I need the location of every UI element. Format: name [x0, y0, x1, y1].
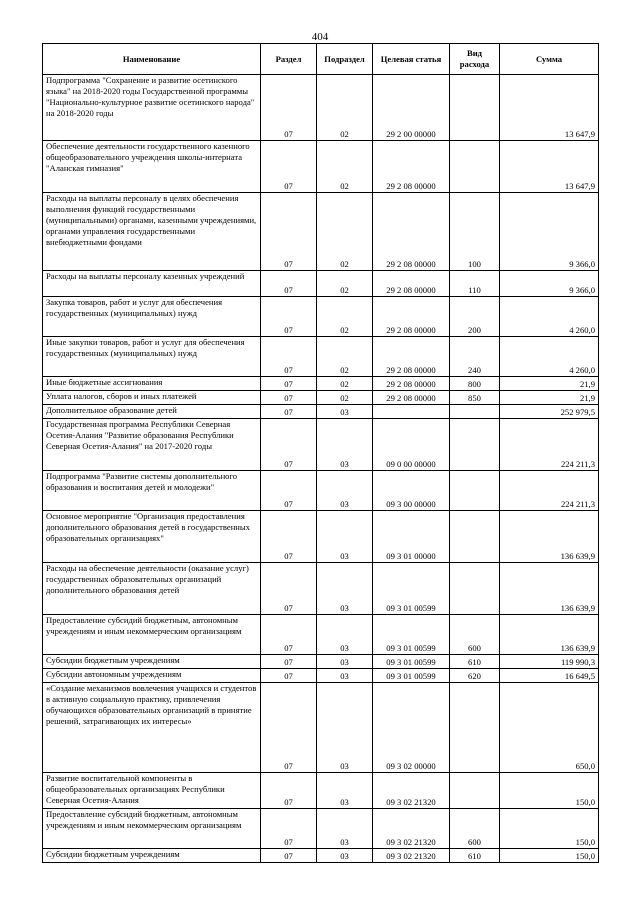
cell-target: 09 3 02 21320 — [373, 809, 450, 849]
budget-table — [42, 43, 599, 863]
cell-subsection: 03 — [317, 471, 373, 511]
cell-kind: 610 — [450, 849, 500, 863]
cell-name: Предоставление субсидий бюджетным, автономным учреждениям и иным некоммерческим организациям — [43, 809, 261, 849]
cell-subsection: 02 — [317, 141, 373, 193]
cell-name: Дополнительное образование детей — [43, 405, 261, 419]
cell-target: 29 2 08 00000 — [373, 391, 450, 405]
cell-sum: 650,0 — [500, 683, 599, 773]
cell-sum: 136 639,9 — [500, 511, 599, 563]
table-row — [43, 655, 599, 669]
cell-section: 07 — [261, 471, 317, 511]
cell-name: Подпрограмма "Сохранение и развитие осетинского языка" на 2018-2020 годы Государственной программы "Национально-культурное развитие осетинского народа" на 2018-2020 годы — [43, 75, 261, 141]
table-row — [43, 297, 599, 337]
table-row — [43, 669, 599, 683]
cell-name: Субсидии автономным учреждениям — [43, 669, 261, 683]
cell-subsection: 03 — [317, 849, 373, 863]
table-row — [43, 75, 599, 141]
table-row — [43, 377, 599, 391]
cell-sum: 9 366,0 — [500, 271, 599, 297]
cell-name: Подпрограмма "Развитие системы дополнительного образования и воспитания детей и молодежи" — [43, 471, 261, 511]
header-section: Раздел — [261, 44, 317, 75]
cell-sum: 21,9 — [500, 391, 599, 405]
cell-target: 29 2 08 00000 — [373, 297, 450, 337]
cell-name: Основное мероприятие "Организация предоставления дополнительного образования детей в государственных образовательных организациях" — [43, 511, 261, 563]
table-row — [43, 849, 599, 863]
table-header-row — [43, 44, 599, 75]
cell-kind — [450, 563, 500, 615]
page-number: 404 — [311, 31, 329, 43]
table-row — [43, 809, 599, 849]
table-row — [43, 141, 599, 193]
cell-target: 29 2 00 00000 — [373, 75, 450, 141]
cell-target: 09 3 02 00000 — [373, 683, 450, 773]
cell-sum: 4 260,0 — [500, 337, 599, 377]
table-row — [43, 683, 599, 773]
table-body — [43, 75, 599, 863]
header-target: Целевая статья — [373, 44, 450, 75]
cell-name: Уплата налогов, сборов и иных платежей — [43, 391, 261, 405]
cell-subsection: 03 — [317, 773, 373, 809]
cell-sum: 252 979,5 — [500, 405, 599, 419]
cell-target: 29 2 08 00000 — [373, 141, 450, 193]
cell-target: 29 2 08 00000 — [373, 377, 450, 391]
cell-section: 07 — [261, 271, 317, 297]
table-row — [43, 271, 599, 297]
cell-kind: 610 — [450, 655, 500, 669]
cell-section: 07 — [261, 297, 317, 337]
cell-sum: 13 647,9 — [500, 75, 599, 141]
header-sum: Сумма — [500, 44, 599, 75]
cell-sum: 13 647,9 — [500, 141, 599, 193]
cell-name: Государственная программа Республики Северная Осетия-Алания "Развитие образования Республики Северная Осетия-Алания" на 2017-2020 годы — [43, 419, 261, 471]
table-row — [43, 471, 599, 511]
cell-kind — [450, 75, 500, 141]
table-row — [43, 405, 599, 419]
cell-section: 07 — [261, 75, 317, 141]
header-subsection: Подраздел — [317, 44, 373, 75]
header-name: Наименование — [43, 44, 261, 75]
cell-section: 07 — [261, 511, 317, 563]
cell-sum: 119 990,3 — [500, 655, 599, 669]
table-row — [43, 193, 599, 271]
table-row — [43, 391, 599, 405]
cell-kind: 200 — [450, 297, 500, 337]
cell-target: 09 3 02 21320 — [373, 849, 450, 863]
cell-kind: 620 — [450, 669, 500, 683]
cell-target: 09 3 01 00000 — [373, 511, 450, 563]
cell-kind — [450, 511, 500, 563]
cell-kind — [450, 419, 500, 471]
cell-subsection: 03 — [317, 405, 373, 419]
cell-section: 07 — [261, 141, 317, 193]
cell-name: Субсидии бюджетным учреждениям — [43, 655, 261, 669]
cell-kind — [450, 141, 500, 193]
table-row — [43, 419, 599, 471]
cell-name: Закупка товаров, работ и услуг для обеспечения государственных (муниципальных) нужд — [43, 297, 261, 337]
cell-section: 07 — [261, 683, 317, 773]
cell-kind — [450, 405, 500, 419]
cell-section: 07 — [261, 849, 317, 863]
cell-sum: 150,0 — [500, 849, 599, 863]
cell-section: 07 — [261, 419, 317, 471]
cell-sum: 16 649,5 — [500, 669, 599, 683]
cell-section: 07 — [261, 615, 317, 655]
cell-target: 29 2 08 00000 — [373, 193, 450, 271]
cell-name: Расходы на выплаты персоналу казенных учреждений — [43, 271, 261, 297]
cell-section: 07 — [261, 193, 317, 271]
cell-subsection: 02 — [317, 193, 373, 271]
cell-kind: 850 — [450, 391, 500, 405]
cell-sum: 224 211,3 — [500, 471, 599, 511]
cell-target: 09 3 02 21320 — [373, 773, 450, 809]
cell-subsection: 02 — [317, 271, 373, 297]
cell-subsection: 03 — [317, 563, 373, 615]
cell-kind: 110 — [450, 271, 500, 297]
cell-target: 09 3 01 00599 — [373, 563, 450, 615]
cell-section: 07 — [261, 337, 317, 377]
table-row — [43, 511, 599, 563]
cell-name: Предоставление субсидий бюджетным, автономным учреждениям и иным некоммерческим организациям — [43, 615, 261, 655]
header-kind: Вид расхода — [450, 44, 500, 75]
cell-section: 07 — [261, 809, 317, 849]
cell-target: 09 0 00 00000 — [373, 419, 450, 471]
cell-sum: 136 639,9 — [500, 615, 599, 655]
cell-kind: 600 — [450, 809, 500, 849]
cell-name: Иные закупки товаров, работ и услуг для обеспечения государственных (муниципальных) нужд — [43, 337, 261, 377]
cell-section: 07 — [261, 655, 317, 669]
cell-subsection: 03 — [317, 669, 373, 683]
cell-subsection: 03 — [317, 615, 373, 655]
cell-name: Субсидии бюджетным учреждениям — [43, 849, 261, 863]
table-row — [43, 563, 599, 615]
cell-name: «Создание механизмов вовлечения учащихся и студентов в активную социальную практику, привлечения обучающихся образовательных организаций в принятие решений, затрагивающих их интересы» — [43, 683, 261, 773]
cell-subsection: 03 — [317, 511, 373, 563]
table-row — [43, 773, 599, 809]
cell-name: Расходы на выплаты персоналу в целях обеспечения выполнения функций государственными (муниципальными) органами, казенными учреждениями, органами управления государственными внебюджетными фондами — [43, 193, 261, 271]
cell-name: Развитие воспитательной компоненты в общеобразовательных организациях Республики Северная Осетия-Алания — [43, 773, 261, 809]
cell-sum: 4 260,0 — [500, 297, 599, 337]
cell-name: Расходы на обеспечение деятельности (оказание услуг) государственных образовательных организаций дополнительного образования детей — [43, 563, 261, 615]
cell-section: 07 — [261, 391, 317, 405]
cell-kind — [450, 773, 500, 809]
cell-section: 07 — [261, 773, 317, 809]
cell-target: 29 2 08 00000 — [373, 337, 450, 377]
table-row — [43, 337, 599, 377]
cell-name: Иные бюджетные ассигнования — [43, 377, 261, 391]
cell-subsection: 03 — [317, 419, 373, 471]
cell-target: 29 2 08 00000 — [373, 271, 450, 297]
table-row — [43, 615, 599, 655]
cell-sum: 150,0 — [500, 809, 599, 849]
cell-subsection: 03 — [317, 809, 373, 849]
cell-subsection: 02 — [317, 391, 373, 405]
cell-kind: 100 — [450, 193, 500, 271]
cell-section: 07 — [261, 377, 317, 391]
cell-kind: 600 — [450, 615, 500, 655]
cell-subsection: 02 — [317, 75, 373, 141]
cell-subsection: 03 — [317, 655, 373, 669]
cell-section: 07 — [261, 669, 317, 683]
cell-target: 09 3 01 00599 — [373, 615, 450, 655]
cell-sum: 9 366,0 — [500, 193, 599, 271]
cell-sum: 21,9 — [500, 377, 599, 391]
cell-target: 09 3 00 00000 — [373, 471, 450, 511]
cell-target: 09 3 01 00599 — [373, 655, 450, 669]
cell-kind — [450, 683, 500, 773]
cell-kind: 800 — [450, 377, 500, 391]
cell-name: Обеспечение деятельности государственного казенного общеобразовательного учреждения школы-интерната "Аланская гимназия" — [43, 141, 261, 193]
cell-target — [373, 405, 450, 419]
cell-subsection: 02 — [317, 337, 373, 377]
cell-kind — [450, 471, 500, 511]
cell-sum: 224 211,3 — [500, 419, 599, 471]
cell-section: 07 — [261, 563, 317, 615]
cell-target: 09 3 01 00599 — [373, 669, 450, 683]
cell-subsection: 02 — [317, 377, 373, 391]
cell-sum: 136 639,9 — [500, 563, 599, 615]
cell-subsection: 03 — [317, 683, 373, 773]
cell-subsection: 02 — [317, 297, 373, 337]
cell-sum: 150,0 — [500, 773, 599, 809]
cell-section: 07 — [261, 405, 317, 419]
cell-kind: 240 — [450, 337, 500, 377]
